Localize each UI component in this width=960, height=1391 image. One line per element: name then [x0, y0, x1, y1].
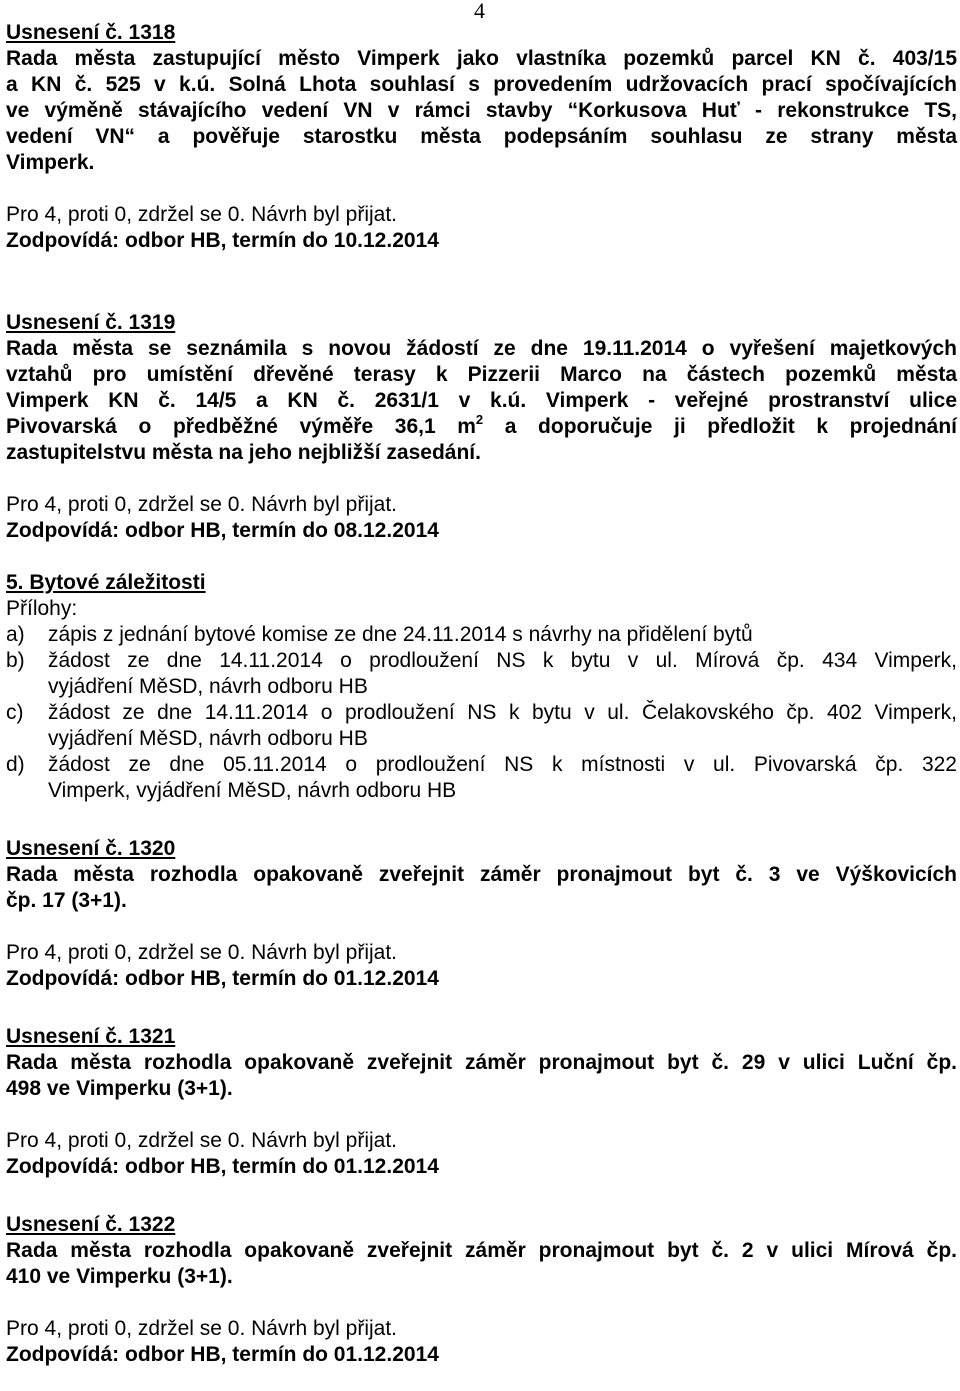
- resolution-heading: Usnesení č. 1322: [6, 1213, 176, 1236]
- resolution-text-line: Vimperk KN č. 14/5 a KN č. 2631/1 v k.ú. Vimperk - veřejné prostranství ulice: [6, 389, 957, 412]
- list-item: [6, 700, 957, 752]
- resolution-text-line: ve výměně stávajícího vedení VN v rámci stavby “Korkusova Huť - rekonstrukce TS,: [6, 99, 957, 122]
- attachments-list: [6, 622, 957, 804]
- list-item: [6, 648, 957, 700]
- vote-result: Pro 4, proti 0, zdržel se 0. Návrh byl přijat.: [6, 941, 397, 964]
- responsibility: Zodpovídá: odbor HB, termín do 01.12.2014: [6, 1155, 439, 1178]
- vote-result: Pro 4, proti 0, zdržel se 0. Návrh byl přijat.: [6, 203, 397, 226]
- section-title: 5. Bytové záležitosti: [6, 571, 206, 594]
- resolution-text-line: Rada města rozhodla opakovaně zveřejnit záměr pronajmout byt č. 29 v ulici Luční čp.: [6, 1051, 957, 1074]
- resolution-text-line: vedení VN“ a pověřuje starostku města podepsáním souhlasu ze strany města: [6, 125, 957, 148]
- list-marker: b): [6, 649, 25, 672]
- resolution-1320: [6, 836, 957, 992]
- section-housing: [6, 570, 957, 804]
- list-item-text: Vimperk, vyjádření MěSD, návrh odboru HB: [48, 779, 457, 802]
- resolution-text-line: Rada města se seznámila s novou žádostí ze dne 19.11.2014 o vyřešení majetkových: [6, 337, 957, 360]
- resolution-text-line: 410 ve Vimperku (3+1).: [6, 1265, 233, 1288]
- resolution-heading: Usnesení č. 1320: [6, 837, 176, 860]
- resolution-1322: [6, 1212, 957, 1368]
- area-text: Pivovarská o předběžné výměře 36,1 m: [6, 415, 476, 438]
- resolution-text-line: a KN č. 525 v k.ú. Solná Lhota souhlasí s provedením udržovacích prací spočívajících: [6, 73, 957, 96]
- resolution-heading: Usnesení č. 1321: [6, 1025, 176, 1048]
- attachments-label: Přílohy:: [6, 597, 78, 620]
- list-marker: a): [6, 623, 25, 646]
- list-item-text: vyjádření MěSD, návrh odboru HB: [48, 675, 368, 698]
- list-item-text: vyjádření MěSD, návrh odboru HB: [48, 727, 368, 750]
- resolution-area-line: [6, 414, 957, 440]
- responsibility: Zodpovídá: odbor HB, termín do 10.12.2014: [6, 229, 439, 252]
- list-marker: d): [6, 753, 25, 776]
- resolution-text-line: vztahů pro umístění dřevěné terasy k Pizzerii Marco na částech pozemků města: [6, 363, 957, 386]
- resolution-text-line: Rada města zastupující město Vimperk jako vlastníka pozemků parcel KN č. 403/15: [6, 47, 957, 70]
- area-text-after: a doporučuje ji předložit k projednání: [483, 415, 958, 438]
- resolution-text-line: Vimperk.: [6, 151, 95, 174]
- vote-result: Pro 4, proti 0, zdržel se 0. Návrh byl přijat.: [6, 1129, 397, 1152]
- resolution-1318: [6, 20, 957, 254]
- resolution-text-line: čp. 17 (3+1).: [6, 889, 127, 912]
- responsibility: Zodpovídá: odbor HB, termín do 08.12.2014: [6, 519, 439, 542]
- list-item-text: žádost ze dne 14.11.2014 o prodloužení NS k bytu v ul. Mírová čp. 434 Vimperk,: [48, 649, 957, 672]
- resolution-text-line: zastupitelstvu města na jeho nejbližší zasedání.: [6, 441, 481, 464]
- resolution-text-line: 498 ve Vimperku (3+1).: [6, 1077, 233, 1100]
- resolution-text-line: Rada města rozhodla opakovaně zveřejnit záměr pronajmout byt č. 3 ve Výškovicích: [6, 863, 957, 886]
- resolution-heading: Usnesení č. 1319: [6, 311, 176, 334]
- list-item-text: zápis z jednání bytové komise ze dne 24.11.2014 s návrhy na přidělení bytů: [48, 623, 753, 646]
- vote-result: Pro 4, proti 0, zdržel se 0. Návrh byl přijat.: [6, 493, 397, 516]
- responsibility: Zodpovídá: odbor HB, termín do 01.12.2014: [6, 967, 439, 990]
- resolution-text-line: Rada města rozhodla opakovaně zveřejnit záměr pronajmout byt č. 2 v ulici Mírová čp.: [6, 1239, 957, 1262]
- page-number: 4: [474, 0, 485, 23]
- list-item: [6, 622, 957, 648]
- list-item: [6, 752, 957, 804]
- responsibility: Zodpovídá: odbor HB, termín do 01.12.2014: [6, 1343, 439, 1366]
- document-body: [6, 20, 957, 1368]
- list-item-text: žádost ze dne 14.11.2014 o prodloužení NS k bytu v ul. Čelakovského čp. 402 Vimperk,: [48, 701, 957, 724]
- resolution-1319: [6, 310, 957, 544]
- list-item-text: žádost ze dne 05.11.2014 o prodloužení NS k místnosti v ul. Pivovarská čp. 322: [48, 753, 957, 776]
- area-unit-superscript: 2: [475, 412, 484, 427]
- vote-result: Pro 4, proti 0, zdržel se 0. Návrh byl přijat.: [6, 1317, 397, 1340]
- list-marker: c): [6, 701, 24, 724]
- resolution-heading: Usnesení č. 1318: [6, 21, 176, 44]
- resolution-1321: [6, 1024, 957, 1180]
